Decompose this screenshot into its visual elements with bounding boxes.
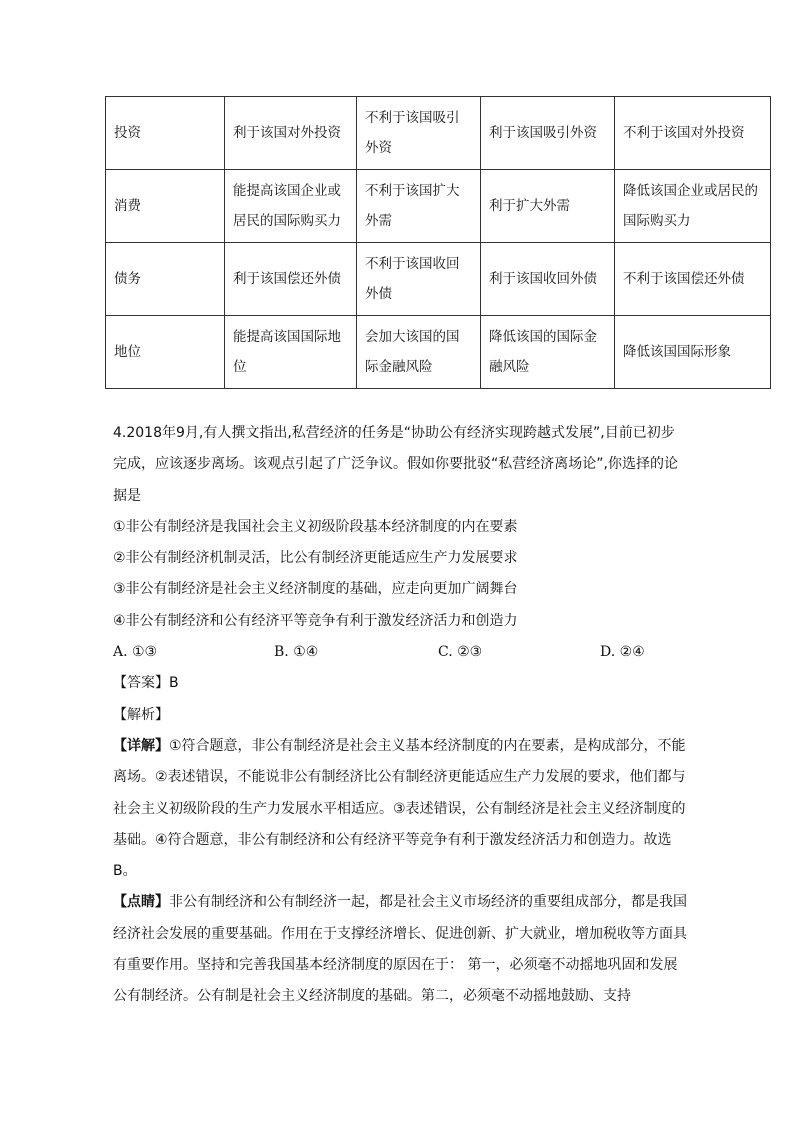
detail-tag: 【详解】 [113, 737, 169, 754]
table-cell: 利于扩大外需 [481, 170, 615, 243]
table-row [106, 97, 771, 170]
table-cell: 会加大该国的国际金融风险 [357, 316, 481, 389]
statement-2: ②非公有制经济机制灵活，比公有制经济更能适应生产力发展要求 [113, 550, 518, 567]
tip-paragraph [113, 887, 688, 1012]
answer-label: 【答案】B [113, 675, 179, 692]
row-label: 投资 [106, 97, 225, 170]
table-cell: 能提高该国企业或居民的国际购买力 [225, 170, 357, 243]
table-cell: 不利于该国扩大外需 [357, 170, 481, 243]
option-c: C. ②③ [438, 644, 483, 661]
question-4 [113, 418, 688, 1013]
analysis-label: 【解析】 [113, 706, 169, 723]
row-label: 债务 [106, 243, 225, 316]
row-label: 地位 [106, 316, 225, 389]
option-d: D. ②④ [600, 644, 645, 661]
row-label: 消费 [106, 170, 225, 243]
table-cell: 不利于该国收回外债 [357, 243, 481, 316]
table-row [106, 316, 771, 389]
table-cell: 利于该国收回外债 [481, 243, 615, 316]
tip-text: 非公有制经济和公有制经济一起，都是社会主义市场经济的重要组成部分，都是我国经济社会发展的重要基础。作用在于支撑经济增长、促进创新、扩大就业，增加税收等方面具有重要作用。坚持和完善我国基本经济制度的原因在于： 第一，必须毫不动摇地巩固和发展公有制经济。公有制是社会主义经济制度的基础。第二，必须毫不动摇地鼓励、支持 [113, 894, 687, 1005]
option-a: A. ①③ [113, 644, 158, 661]
table-cell: 能提高该国国际地位 [225, 316, 357, 389]
table-cell: 不利于该国对外投资 [615, 97, 771, 170]
table-cell: 利于该国吸引外资 [481, 97, 615, 170]
question-stem: 4.2018年9月,有人撰文指出,私营经济的任务是“协助公有经济实现跨越式发展”,目前已初步完成，应该逐步离场。该观点引起了广泛争议。假如你要批驳“私营经济离场论”,你选择的论据是 [113, 425, 678, 504]
exchange-rate-effects-table [105, 96, 771, 389]
statement-3: ③非公有制经济是社会主义经济制度的基础，应走向更加广阔舞台 [113, 581, 518, 598]
table-cell: 利于该国偿还外债 [225, 243, 357, 316]
answer-options [113, 637, 688, 668]
detail-text: ①符合题意，非公有制经济是社会主义基本经济制度的内在要素，是构成部分，不能离场。②表述错误，不能说非公有制经济比公有制经济更能适应生产力发展的要求，他们都与社会主义初级阶段的生产力发展水平相适应。③表述错误，公有制经济是社会主义经济制度的基础。④符合题意，非公有制经济和公有经济平等竞争有利于激发经济活力和创造力。故选B。 [113, 737, 686, 880]
table-cell: 不利于该国偿还外债 [615, 243, 771, 316]
table-cell: 降低该国国际形象 [615, 316, 771, 389]
option-b: B. ①④ [274, 644, 319, 661]
detail-paragraph [113, 731, 688, 887]
statement-1: ①非公有制经济是我国社会主义初级阶段基本经济制度的内在要素 [113, 518, 518, 535]
statement-4: ④非公有制经济和公有经济平等竞争有利于激发经济活力和创造力 [113, 612, 518, 629]
table-cell: 不利于该国吸引外资 [357, 97, 481, 170]
table-cell: 利于该国对外投资 [225, 97, 357, 170]
tip-tag: 【点睛】 [113, 894, 169, 911]
table-row [106, 243, 771, 316]
table-cell: 降低该国的国际金融风险 [481, 316, 615, 389]
table-cell: 降低该国企业或居民的国际购买力 [615, 170, 771, 243]
table-row [106, 170, 771, 243]
